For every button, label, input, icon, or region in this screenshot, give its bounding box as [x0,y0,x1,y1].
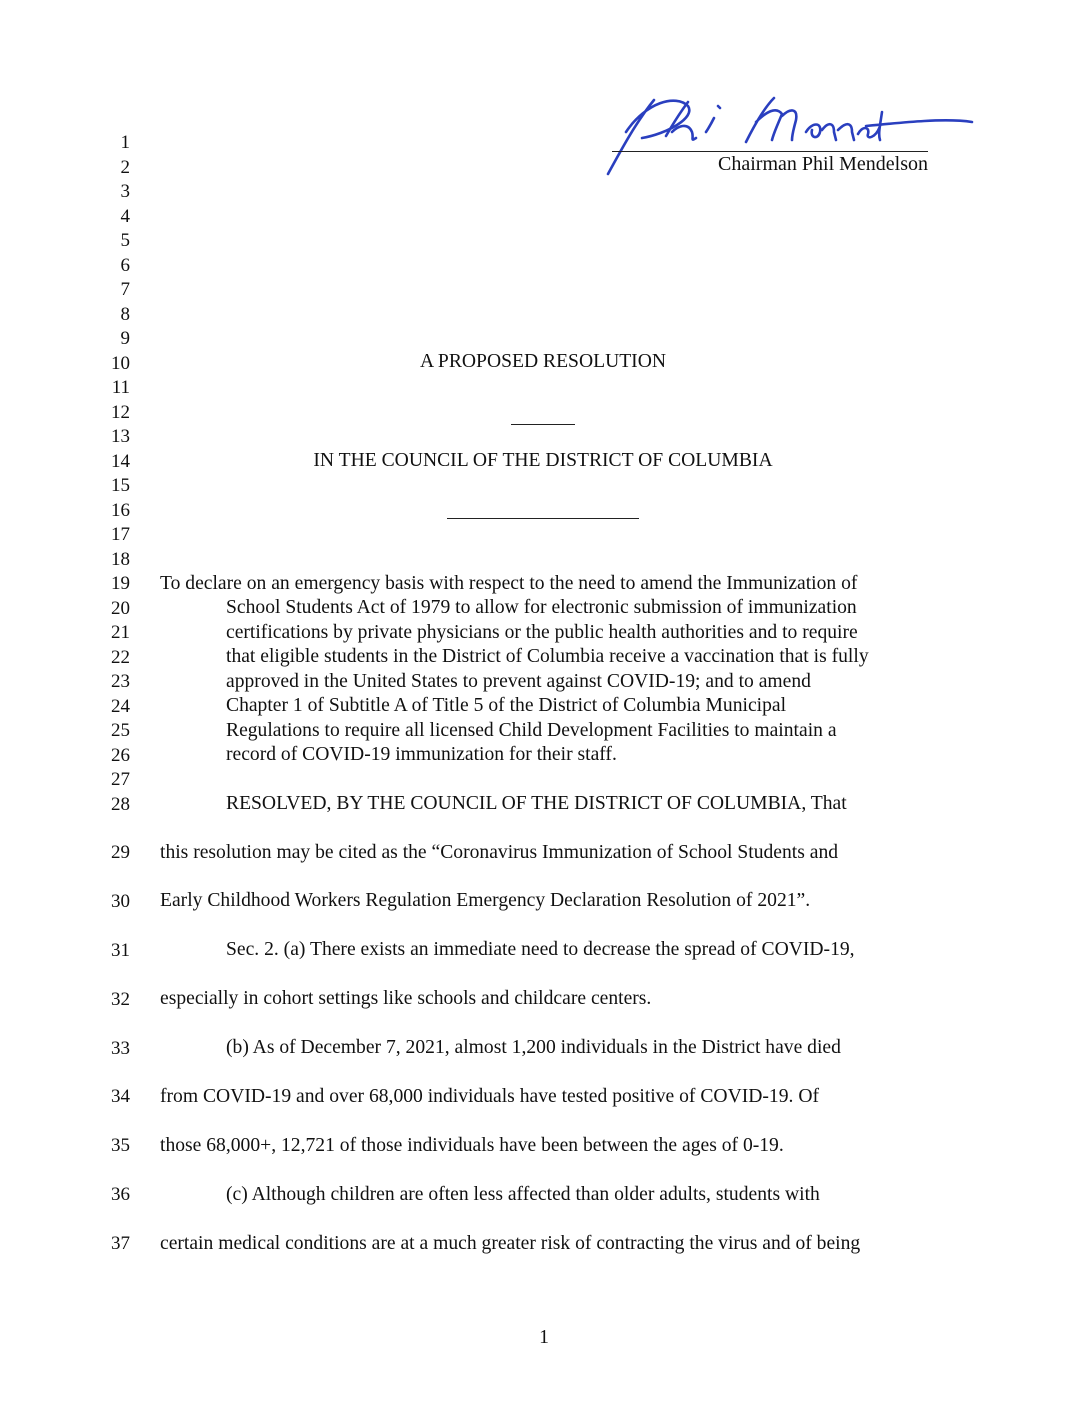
line-number: 25 [111,720,130,741]
line-number: 15 [111,475,130,496]
line-number: 35 [111,1135,130,1157]
body-line: Sec. 2. (a) There exists an immediate need to decrease the spread of COVID-19, [226,939,855,960]
line-number: 33 [111,1037,130,1059]
body-line: Early Childhood Workers Regulation Emergency Declaration Resolution of 2021”. [160,890,811,911]
line-number: 1 [120,132,130,153]
line-number: 9 [120,328,130,349]
line-number: 36 [111,1184,130,1206]
line-number: 32 [111,988,130,1010]
line-number: 23 [111,671,130,692]
line-number: 18 [111,548,130,570]
line-number: 30 [111,890,130,912]
resolution-title: A PROPOSED RESOLUTION [419,351,667,372]
body-line: especially in cohort settings like schools and childcare centers. [160,988,652,1009]
preamble-line: approved in the United States to prevent against COVID-19; and to amend [226,671,811,692]
line-number: 4 [120,205,130,227]
preamble-line: record of COVID-19 immunization for their staff. [226,744,617,765]
line-number: 22 [111,646,130,668]
line-number: 8 [120,303,130,325]
line-number: 12 [111,401,130,423]
preamble-line: that eligible students in the District of Columbia receive a vaccination that is fully [226,646,869,667]
line-number: 37 [111,1233,130,1255]
body-line: certain medical conditions are at a much greater risk of contracting the virus and of being [160,1233,861,1254]
preamble-line: certifications by private physicians or the public health authorities and to require [226,622,858,643]
line-number: 19 [111,573,130,594]
body-line: RESOLVED, BY THE COUNCIL OF THE DISTRICT OF COLUMBIA, That [226,793,847,814]
line-number: 11 [111,377,130,398]
body-line: (b) As of December 7, 2021, almost 1,200 individuals in the District have died [226,1037,841,1058]
title-rule [511,424,575,425]
line-number: 14 [111,450,130,472]
preamble-line: Regulations to require all licensed Child Development Facilities to maintain a [226,720,837,741]
preamble-line: To declare on an emergency basis with respect to the need to amend the Immunization of [160,573,858,594]
line-number: 16 [111,499,130,521]
line-number: 6 [120,254,130,276]
line-number: 27 [111,769,130,790]
line-number: 3 [120,181,130,202]
page-number: 1 [539,1327,549,1348]
body-line: (c) Although children are often less affected than older adults, students with [226,1184,820,1205]
line-number: 5 [120,230,130,251]
line-number: 21 [111,622,130,643]
council-heading: IN THE COUNCIL OF THE DISTRICT OF COLUMBIA [313,450,773,471]
line-number: 24 [111,695,130,717]
line-number: 26 [111,744,130,766]
line-number: 17 [111,524,130,545]
preamble-line: School Students Act of 1979 to allow for electronic submission of immunization [226,597,857,618]
line-number: 13 [111,426,130,447]
line-number: 31 [111,939,130,961]
heading-rule [447,518,639,519]
body-line: this resolution may be cited as the “Coronavirus Immunization of School Students and [160,842,839,863]
preamble-line: Chapter 1 of Subtitle A of Title 5 of the District of Columbia Municipal [226,695,787,716]
line-number: 2 [120,156,130,178]
line-number: 20 [111,597,130,619]
signatory-name: Chairman Phil Mendelson [718,153,928,175]
body-line: those 68,000+, 12,721 of those individuals have been between the ages of 0-19. [160,1135,784,1156]
line-number: 34 [111,1086,130,1108]
line-number: 7 [120,279,130,300]
line-number: 10 [111,352,130,374]
line-number: 29 [111,841,130,863]
body-line: from COVID-19 and over 68,000 individuals have tested positive of COVID-19. Of [160,1086,819,1107]
line-number: 28 [111,793,130,815]
